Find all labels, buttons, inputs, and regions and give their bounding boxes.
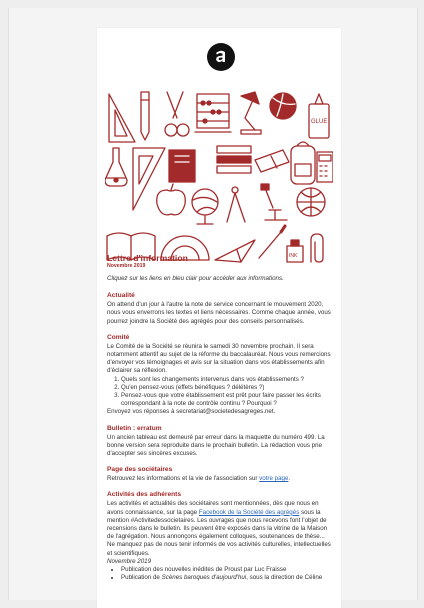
facebook-page-link[interactable]: Facebook de la Société des agrégés [198,508,300,516]
item-text: Publication de [121,574,162,582]
book-icon [169,150,195,182]
eraser-icon [255,150,289,172]
activites-list [107,566,333,582]
globe-icon [192,189,218,224]
school-supplies-illustration [105,90,333,266]
section-text-bulletin: Un ancien tableau est demeuré par erreur dans la maquette du numéro 499. La bonne version sera reproduite dans le prochain bulletin. La rédaction vous prie d'accepter ses sincères excuses. [107,433,325,458]
abacus-icon [195,94,231,132]
activites-subdate: Novembre 2019 [107,557,152,565]
newsletter-body [107,254,333,582]
item-text: Publication des nouvelles inédites de Proust par Luc Fraisse [121,566,287,574]
backpack-icon [291,142,315,184]
globe-outline-icon [297,188,325,216]
intro-text: Cliquez sur les liens en bleu clair pour accéder aux informations. [107,275,284,282]
member-page-link[interactable]: votre page [259,475,289,483]
drafting-triangle-icon [109,94,135,142]
logo-letter-icon [207,43,235,71]
section-text-actualite: On attend d'un jour à l'autre la note de service concernant le mouvement 2020, nous vous enverrons les textes et liens nécessaires. Comme chaque année, vous pourrez joindre la Société des agrégés pour des conseils personnalisés. [107,301,331,325]
section-text-activites [107,500,333,557]
section-heading-bulletin: Bulletin : erratum [107,424,162,432]
comite-question-list [107,376,333,409]
newsletter-card [97,28,341,608]
flask-icon [105,148,127,186]
calculator-icon [317,152,333,182]
section-heading-comite: Comité [107,333,130,341]
activites-text-before: Les activités et actualités des sociétaires sont mentionnées, dès que nous en avons connaissance, sur la page [107,500,319,516]
glue-bottle-icon [309,94,329,138]
microscope-icon [261,184,287,220]
comite-footer-text: Envoyez vos réponses à secretariat@societedesagreges.net. [107,408,276,416]
section-heading-activites: Activités des adhérents [107,491,182,499]
activites-text-after: sous la mention #Activitedessocietaires. Les ouvrages que nous recevons font l'objet de recensions dans le bulletin. Ils peuvent être exposés dans la vitrine de la Maison de l'agrégation. Nous annonçons également colloques, soutenances de thèse... Ne manquez pas de nous tenir informés de vos activités culturelles, intellectuelles et scientifiques. [107,508,331,557]
scissors-icon [165,92,189,136]
email-viewport [8,8,418,600]
page-text: Retrouvez les informations et la vie de l'association sur [107,475,260,483]
pencils-icon [217,146,251,173]
newsletter-title: Lettre d'information [107,253,188,263]
list-item: 2. Qu'en pensez-vous (effets bénéfiques ? délétères ?) [121,384,333,392]
society-logo[interactable] [207,43,235,71]
list-item: 1. Quels sont les changements intervenus dans vos établissements ? [121,376,333,384]
newsletter-date: Novembre 2019 [107,263,146,269]
pencil-icon [141,92,149,140]
triangle-ruler-icon [133,148,165,210]
apple-icon [157,184,186,215]
compass-icon [227,187,245,222]
volleyball-icon [270,93,296,119]
svg-text:GLUE: GLUE [311,119,328,125]
section-text-page [107,475,333,483]
list-item: 3. Pensez-vous que votre établissement est prêt pour faire passer les écrits correspondant à la note de contrôle continu ? Pourquoi ? [121,392,333,408]
svg-text:INK: INK [289,253,298,259]
page-text-tail: . [288,475,291,483]
section-heading-actualite: Actualité [107,292,135,300]
section-heading-page: Page des sociétaires [107,466,173,474]
desk-lamp-icon [241,92,261,134]
item-text-after: , sous la direction de Céline [246,574,323,582]
item-title: Scènes baroques d'aujourd'hui [161,574,247,582]
section-text-comite: Le Comité de la Société se réunira le samedi 30 novembre prochain. Il sera notamment attentif au sujet de la réforme du baccalauréat. Nous vous remercions d'envoyer vos témoignages et avis sur la situation dans vos établissements afin d'éclairer sa réflexion. [107,342,331,375]
list-item [121,574,333,582]
list-item [121,566,333,574]
